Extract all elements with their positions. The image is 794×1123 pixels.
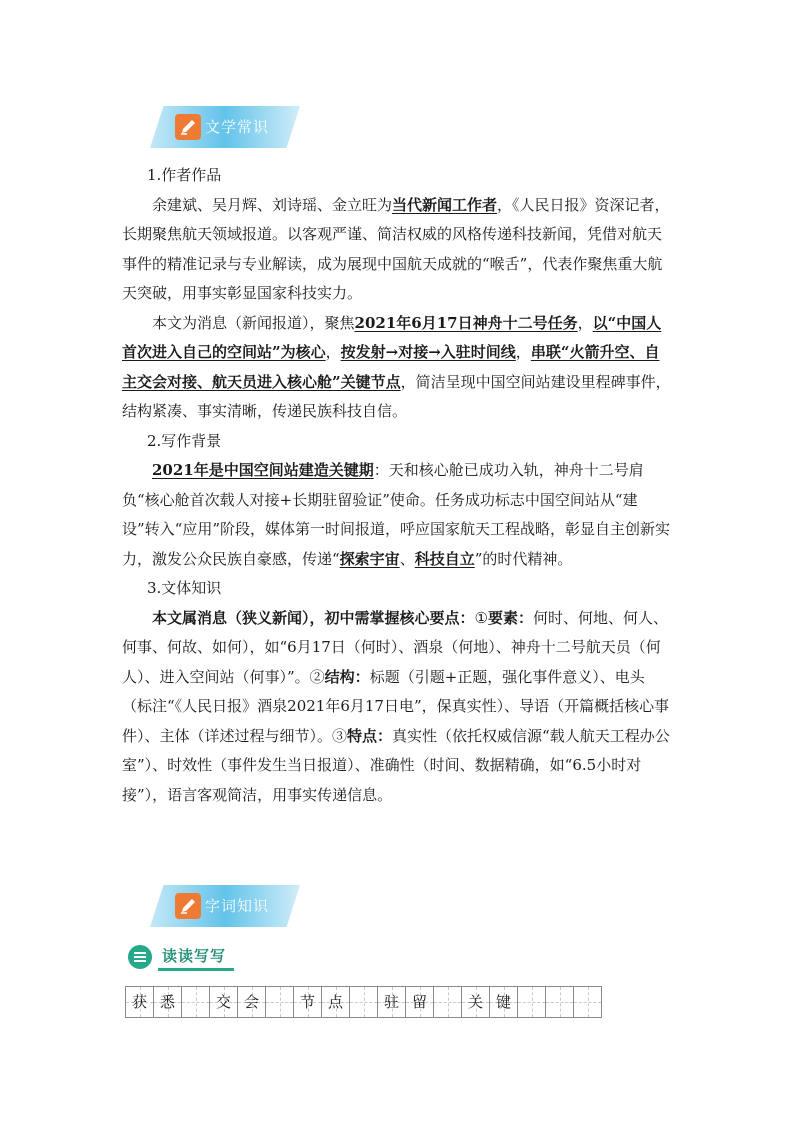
writing-grid bbox=[125, 986, 602, 1018]
grid-cell: 点 bbox=[322, 987, 350, 1017]
text: 本文为消息（新闻报道），聚焦 bbox=[152, 313, 355, 332]
banner-title: 字词知识 bbox=[205, 897, 270, 915]
emphasis: 以“中国人首次进入自己的空间站”为核心 bbox=[122, 313, 662, 361]
grid-cell: 会 bbox=[238, 987, 266, 1017]
emphasis: 2021年是中国空间站建造关键期 bbox=[152, 461, 374, 479]
read-write-label: 读读写写 bbox=[162, 947, 227, 965]
list-icon bbox=[128, 945, 152, 969]
grid-cell: 交 bbox=[210, 987, 238, 1017]
text: ① bbox=[474, 608, 488, 627]
grid-cell: 驻 bbox=[378, 987, 406, 1017]
text: 、 bbox=[399, 549, 415, 568]
paragraph-summary bbox=[122, 309, 674, 427]
emphasis: 特点： bbox=[347, 726, 393, 745]
paragraph-genre bbox=[122, 604, 674, 811]
section-banner-vocabulary bbox=[150, 885, 300, 927]
pencil-icon bbox=[175, 893, 201, 919]
grid-cell bbox=[434, 987, 462, 1017]
emphasis: 本文属消息（狭义新闻），初中需掌握核心要点： bbox=[152, 608, 475, 627]
literature-content bbox=[122, 161, 674, 810]
emphasis: 探索宇宙 bbox=[339, 549, 400, 568]
text: 标题（引题+正题，强化事件意义）、电头（标注“《人民日报》酒泉2021年6月17日电”，保真实性）、导语（开篇概括核心事件）、主体（详述过程与细节）。③ bbox=[122, 667, 670, 745]
emphasis: 按发射→对接→入驻时间线 bbox=[340, 343, 516, 361]
grid-cell: 键 bbox=[490, 987, 518, 1017]
text: ，简洁呈现中国空间站建设里程碑事件，结构紧凑、事实清晰，传递民族科技自信。 bbox=[122, 372, 671, 420]
text: ”的时代精神。 bbox=[474, 549, 573, 568]
text: ， bbox=[515, 343, 531, 361]
grid-cell bbox=[350, 987, 378, 1017]
paragraph-authors bbox=[122, 191, 674, 309]
grid-cell bbox=[518, 987, 546, 1017]
emphasis: 结构： bbox=[324, 667, 370, 686]
paragraph-background bbox=[122, 456, 674, 574]
text: 余建斌、吴月辉、刘诗瑶、金立旺为 bbox=[152, 195, 393, 214]
emphasis: 要素： bbox=[487, 608, 533, 627]
heading-author-works: 1.作者作品 bbox=[147, 166, 222, 184]
text: ，《人民日报》资深记者，长期聚焦航天领域报道。以客观严谨、简洁权威的风格传递科技新闻，凭借对航天事件的精准记录与专业解读，成为展现中国航天成就的“喉舌”，代表作聚焦重大航天突破，用事实彰显国家科技实力。 bbox=[122, 195, 670, 302]
text: ， bbox=[577, 313, 593, 332]
text: ：天和核心舱已成功入轨，神舟十二号肩负“核心舱首次载人对接+长期驻留验证”使命。任务成功标志中国空间站从“建设”转入“应用”阶段，媒体第一时间报道，呼应国家航天工程战略，彰显自主创新实力，激发公众民族自豪感，传递“ bbox=[122, 461, 671, 568]
grid-cell: 关 bbox=[462, 987, 490, 1017]
grid-cell bbox=[546, 987, 574, 1017]
pencil-icon bbox=[175, 114, 201, 140]
grid-cell bbox=[266, 987, 294, 1017]
text: ， bbox=[325, 343, 341, 361]
grid-cell: 获 bbox=[126, 987, 154, 1017]
emphasis: 科技自立 bbox=[414, 549, 475, 568]
grid-cell bbox=[182, 987, 210, 1017]
emphasis: 当代新闻工作者 bbox=[392, 195, 498, 214]
emphasis: 串联“火箭升空、自主交会对接、航天员进入核心舱”关键节点 bbox=[122, 343, 660, 391]
read-write-header bbox=[128, 944, 238, 970]
grid-cell: 悉 bbox=[154, 987, 182, 1017]
banner-title: 文学常识 bbox=[205, 118, 270, 136]
emphasis: 2021年6月17日神舟十二号任务 bbox=[354, 313, 578, 332]
grid-cell: 节 bbox=[294, 987, 322, 1017]
heading-background: 2.写作背景 bbox=[147, 431, 222, 450]
grid-cell bbox=[574, 987, 602, 1017]
read-write-underline bbox=[158, 968, 234, 971]
text: 何时、何地、何人、何事、何故、如何），如“6月17日（何时）、酒泉（何地）、神舟十二号航天员（何人）、进入空间站（何事）”。② bbox=[122, 608, 668, 686]
heading-genre: 3.文体知识 bbox=[147, 579, 222, 597]
section-banner-literature bbox=[150, 106, 300, 148]
grid-cell: 留 bbox=[406, 987, 434, 1017]
text: 真实性（依托权威信源“载人航天工程办公室”）、时效性（事件发生当日报道）、准确性（时间、数据精确，如“6.5小时对接”），语言客观简洁，用事实传递信息。 bbox=[122, 726, 670, 804]
